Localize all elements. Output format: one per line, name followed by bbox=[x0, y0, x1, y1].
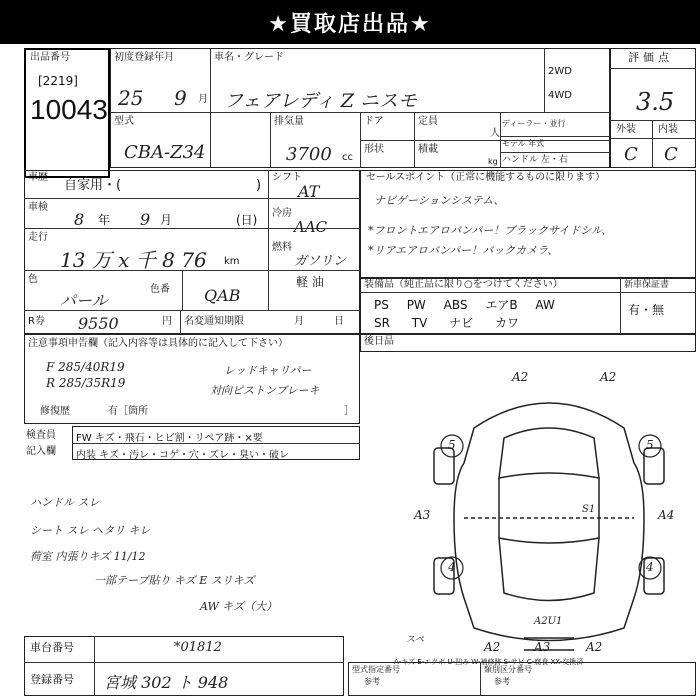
auction-sheet bbox=[24, 48, 696, 696]
repair-close: ］ bbox=[344, 406, 354, 417]
mileage-unit: km bbox=[224, 256, 240, 267]
sales-point-line-1: ナビゲーションシステム、 bbox=[374, 194, 505, 207]
equip-leather: カワ bbox=[495, 316, 520, 330]
mark-front-left: A2 bbox=[512, 370, 529, 384]
registration-label: 初度登録年月 bbox=[114, 52, 174, 63]
name-change-day: 日 bbox=[334, 316, 344, 327]
lot-label: 出品番号 bbox=[30, 52, 70, 63]
mark-rear-right: A2 bbox=[586, 640, 603, 654]
mark-right-rear: 4 bbox=[646, 560, 654, 574]
name-change-month: 月 bbox=[294, 316, 304, 327]
drive-4wd: 4WD bbox=[548, 90, 572, 101]
recycle-value: 9550 bbox=[78, 314, 119, 333]
handle-label: ハンドル 左・右 bbox=[502, 155, 568, 165]
after-fit-box bbox=[360, 334, 696, 352]
check-row-2: 内装 キズ・汚レ・コゲ・穴・ズレ・臭い・破レ bbox=[76, 450, 289, 461]
notes-label: 注意事項申告欄（記入内容等は具体的に記入して下さい） bbox=[28, 338, 288, 349]
car-name-label: 車名・グレード bbox=[214, 52, 284, 63]
registration-year: 25 bbox=[118, 86, 144, 110]
car-outline-svg bbox=[404, 368, 694, 658]
exterior-label: 外装 bbox=[616, 124, 636, 135]
notes-line-1: F 285/40R19 bbox=[46, 360, 125, 374]
equip-airbag: エアB bbox=[485, 298, 518, 312]
mark-left-front: 5 bbox=[448, 438, 456, 452]
color-value: パール bbox=[60, 291, 108, 310]
drive-2wd: 2WD bbox=[548, 66, 572, 77]
equipment-row-2 bbox=[374, 314, 519, 331]
fuel-option: 軽 油 bbox=[296, 275, 324, 289]
inspection-day: (日) bbox=[236, 213, 258, 227]
chassis-label: 車台番号 bbox=[30, 641, 74, 654]
comment-3: 荷室 内張りキズ 11/12 bbox=[30, 550, 146, 563]
shape-label: 形状 bbox=[364, 144, 384, 155]
mark-rear-center: A2U1 bbox=[534, 616, 563, 627]
equipment-row-1 bbox=[374, 296, 555, 313]
equip-tv: TV bbox=[411, 316, 428, 330]
score-label: 評価点 bbox=[628, 51, 673, 64]
chassis-value: *01812 bbox=[174, 640, 222, 655]
lot-number: 10043 bbox=[30, 94, 108, 125]
mileage-label: 走行 bbox=[28, 232, 48, 243]
lot-number-box bbox=[24, 48, 110, 178]
exterior-value: C bbox=[624, 144, 638, 165]
car-name-value: フェアレディ Z ニスモ bbox=[224, 90, 418, 112]
after-fit-label: 後日品 bbox=[364, 336, 394, 347]
fuel-label: 燃料 bbox=[272, 242, 292, 253]
repair-value: 有［箇所 bbox=[108, 406, 148, 417]
equip-aw: AW bbox=[535, 298, 555, 312]
interior-label: 内装 bbox=[658, 124, 678, 135]
mark-left-rear: 4 bbox=[448, 560, 456, 574]
notes-line-2: R 285/35R19 bbox=[46, 376, 126, 390]
recycle-label: R券 bbox=[28, 316, 45, 327]
equipment-label: 装備品（純正品に限り○をつけてください） bbox=[364, 279, 563, 290]
notes-line-4: 対向ピストンブレーキ bbox=[210, 384, 320, 397]
usage-value: 自家用・( bbox=[64, 178, 122, 193]
comment-5: AW キズ（大） bbox=[200, 600, 278, 613]
registration-month: 9 bbox=[174, 86, 187, 110]
score-value: 3.5 bbox=[636, 88, 675, 116]
displacement-unit: cc bbox=[342, 152, 353, 163]
mark-front-right: A2 bbox=[600, 370, 617, 384]
comment-1: ハンドル スレ bbox=[30, 496, 100, 509]
ac-value: AAC bbox=[294, 218, 328, 236]
load-label: 積載 bbox=[418, 144, 438, 155]
plate-value: 宮城 302 ト 948 bbox=[104, 673, 229, 692]
class-ref: 参考 bbox=[494, 677, 510, 686]
color-code-label: 色番 bbox=[150, 284, 170, 295]
plate-label: 登録番号 bbox=[30, 673, 74, 686]
warranty-label: 新車保証書 bbox=[624, 280, 670, 290]
inspection-year: 8 bbox=[74, 210, 85, 229]
spec-label: 型式指定番号 bbox=[352, 665, 400, 674]
equip-pw: PW bbox=[406, 298, 426, 312]
shift-label: シフト bbox=[272, 172, 302, 183]
name-change-label: 名変通知期限 bbox=[184, 316, 244, 327]
interior-value: C bbox=[664, 144, 678, 165]
sales-point-line-3: *リアエアロバンパー！バックカメラ、 bbox=[368, 244, 559, 257]
inspection-year-unit: 年 bbox=[98, 213, 111, 227]
equip-navi: ナビ bbox=[449, 316, 474, 330]
model-value: CBA-Z34 bbox=[124, 142, 206, 163]
capacity-unit: 人 bbox=[490, 128, 500, 139]
model-label: 型式 bbox=[114, 116, 134, 127]
displacement-value: 3700 bbox=[286, 144, 332, 165]
dealer-label: ディーラー・並行 bbox=[502, 119, 566, 128]
mark-right-front: 5 bbox=[646, 438, 654, 452]
spec-ref: 参考 bbox=[364, 677, 380, 686]
inspector-label: 検査員 bbox=[26, 430, 56, 441]
equip-sr: SR bbox=[374, 316, 390, 330]
mark-spoiler: スペ bbox=[406, 635, 425, 645]
displacement-label: 排気量 bbox=[274, 116, 304, 127]
usage-close: ) bbox=[256, 178, 262, 193]
fuel-value: ガソリン bbox=[294, 254, 347, 269]
damage-legend: A-キズ E-エクボ U-凹み W-補修跡 S-サビ C-腐食 XX-交換済 bbox=[394, 658, 584, 666]
mark-side: S1 bbox=[582, 504, 596, 515]
recycle-unit: 円 bbox=[162, 316, 172, 327]
equip-ps: PS bbox=[374, 298, 389, 312]
mileage-value: 13 万 x 千 8 76 bbox=[60, 248, 207, 272]
comment-4: 一部テープ貼り キズ E スリキズ bbox=[94, 574, 255, 587]
warranty-value: 有・無 bbox=[628, 303, 665, 317]
ac-label: 冷房 bbox=[272, 208, 292, 219]
model-year-label: モデル 年式 bbox=[502, 139, 545, 148]
mark-left-side: A3 bbox=[414, 508, 431, 522]
mark-rear-left: A2 bbox=[484, 640, 501, 654]
car-damage-diagram bbox=[404, 368, 694, 658]
lot-sub-number: [2219] bbox=[38, 74, 78, 88]
notes-line-3: レッドキャリパー bbox=[224, 364, 312, 377]
inspection-month: 9 bbox=[140, 210, 151, 229]
class-label: 類別区分番号 bbox=[484, 665, 532, 674]
check-row-1: FW キズ・飛石・ヒビ割・リペア跡・×要 bbox=[76, 433, 263, 444]
color-code-value: QAB bbox=[204, 286, 241, 305]
sales-point-label: セールスポイント（正常に機能するものに限ります） bbox=[366, 172, 606, 183]
color-label: 色 bbox=[28, 274, 38, 285]
inspection-month-unit: 月 bbox=[160, 213, 173, 227]
registration-month-unit: 月 bbox=[198, 94, 208, 105]
fill-label: 記入欄 bbox=[26, 446, 56, 457]
sales-point-line-2: *フロントエアロバンパー！ブラックサイドシル、 bbox=[368, 224, 613, 237]
mark-rear-center-2: A3 bbox=[534, 640, 551, 654]
capacity-label: 定員 bbox=[418, 116, 438, 127]
equip-abs: ABS bbox=[443, 298, 468, 312]
page-title: ★買取店出品★ bbox=[0, 0, 700, 44]
usage-label: 車歴 bbox=[28, 172, 48, 183]
repair-label: 修復歴 bbox=[40, 406, 70, 417]
inspection-label: 車検 bbox=[28, 202, 48, 213]
load-unit: kg bbox=[488, 157, 498, 166]
mark-right-side: A4 bbox=[658, 508, 675, 522]
door-label: ドア bbox=[364, 116, 384, 127]
comment-2: シート スレ ヘタリ キレ bbox=[30, 524, 151, 537]
shift-value: AT bbox=[298, 182, 320, 201]
